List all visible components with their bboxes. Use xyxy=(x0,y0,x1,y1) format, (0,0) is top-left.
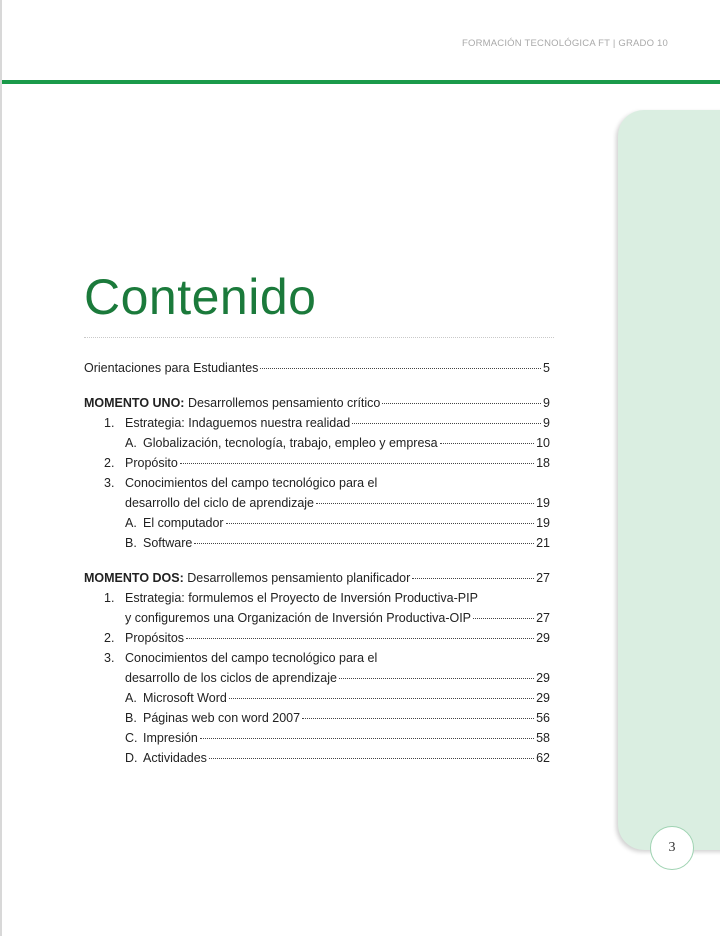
toc-subentry[interactable]: B. Software 21 xyxy=(125,536,550,550)
toc-entry[interactable]: 3. Conocimientos del campo tecnológico para el xyxy=(104,651,378,665)
page-left-rule xyxy=(0,0,2,936)
leader-dots xyxy=(302,718,534,719)
leader-dots xyxy=(229,698,534,699)
leader-dots xyxy=(180,463,534,464)
toc-entry[interactable]: 1. Estrategia: formulemos el Proyecto de Inversión Productiva-PIP xyxy=(104,591,478,605)
toc-subentry[interactable]: A. El computador 19 xyxy=(125,516,550,530)
toc-section-momento-uno[interactable]: MOMENTO UNO: Desarrollemos pensamiento crítico 9 xyxy=(84,393,550,413)
toc-subentry[interactable]: B. Páginas web con word 2007 56 xyxy=(125,711,550,725)
leader-dots xyxy=(200,738,534,739)
toc-entry[interactable]: 1. Estrategia: Indaguemos nuestra realidad 9 xyxy=(104,416,550,430)
toc-subentry[interactable]: A. Microsoft Word 29 xyxy=(125,691,550,705)
toc-entry[interactable]: 3. Conocimientos del campo tecnológico para el xyxy=(104,476,378,490)
toc-entry-continuation[interactable]: desarrollo del ciclo de aprendizaje 19 xyxy=(125,496,550,510)
leader-dots xyxy=(473,618,534,619)
leader-dots xyxy=(382,403,541,404)
running-header: FORMACIÓN TECNOLÓGICA FT | GRADO 10 xyxy=(461,38,668,49)
page-title: Contenido xyxy=(84,269,317,325)
toc-page-number: 9 xyxy=(543,396,550,410)
leader-dots xyxy=(226,523,534,524)
leader-dots xyxy=(352,423,541,424)
leader-dots xyxy=(209,758,534,759)
page-number: 3 xyxy=(650,826,694,870)
leader-dots xyxy=(339,678,534,679)
toc-entry-continuation[interactable]: y configuremos una Organización de Inversión Productiva-OIP 27 xyxy=(125,611,550,625)
leader-dots xyxy=(194,543,534,544)
toc-page-number: 27 xyxy=(536,571,550,585)
leader-dots xyxy=(186,638,534,639)
header-accent-bar xyxy=(2,80,720,84)
toc-entry[interactable]: 2. Propósitos 29 xyxy=(104,631,550,645)
toc-subentry[interactable]: C. Impresión 58 xyxy=(125,731,550,745)
title-divider xyxy=(84,337,554,338)
leader-dots xyxy=(440,443,534,444)
leader-dots xyxy=(260,368,541,369)
table-of-contents xyxy=(84,358,550,768)
toc-entry-orientaciones[interactable]: Orientaciones para Estudiantes 5 xyxy=(84,358,550,378)
toc-entry[interactable]: 2. Propósito 18 xyxy=(104,456,550,470)
toc-page-number: 5 xyxy=(543,361,550,375)
toc-subentry[interactable]: D. Actividades 62 xyxy=(125,751,550,765)
toc-section-momento-dos[interactable]: MOMENTO DOS: Desarrollemos pensamiento planificador 27 xyxy=(84,568,550,588)
leader-dots xyxy=(412,578,534,579)
toc-entry-continuation[interactable]: desarrollo de los ciclos de aprendizaje 29 xyxy=(125,671,550,685)
toc-subentry[interactable]: A. Globalización, tecnología, trabajo, empleo y empresa 10 xyxy=(125,436,550,450)
leader-dots xyxy=(316,503,534,504)
side-tab-panel xyxy=(618,110,720,850)
